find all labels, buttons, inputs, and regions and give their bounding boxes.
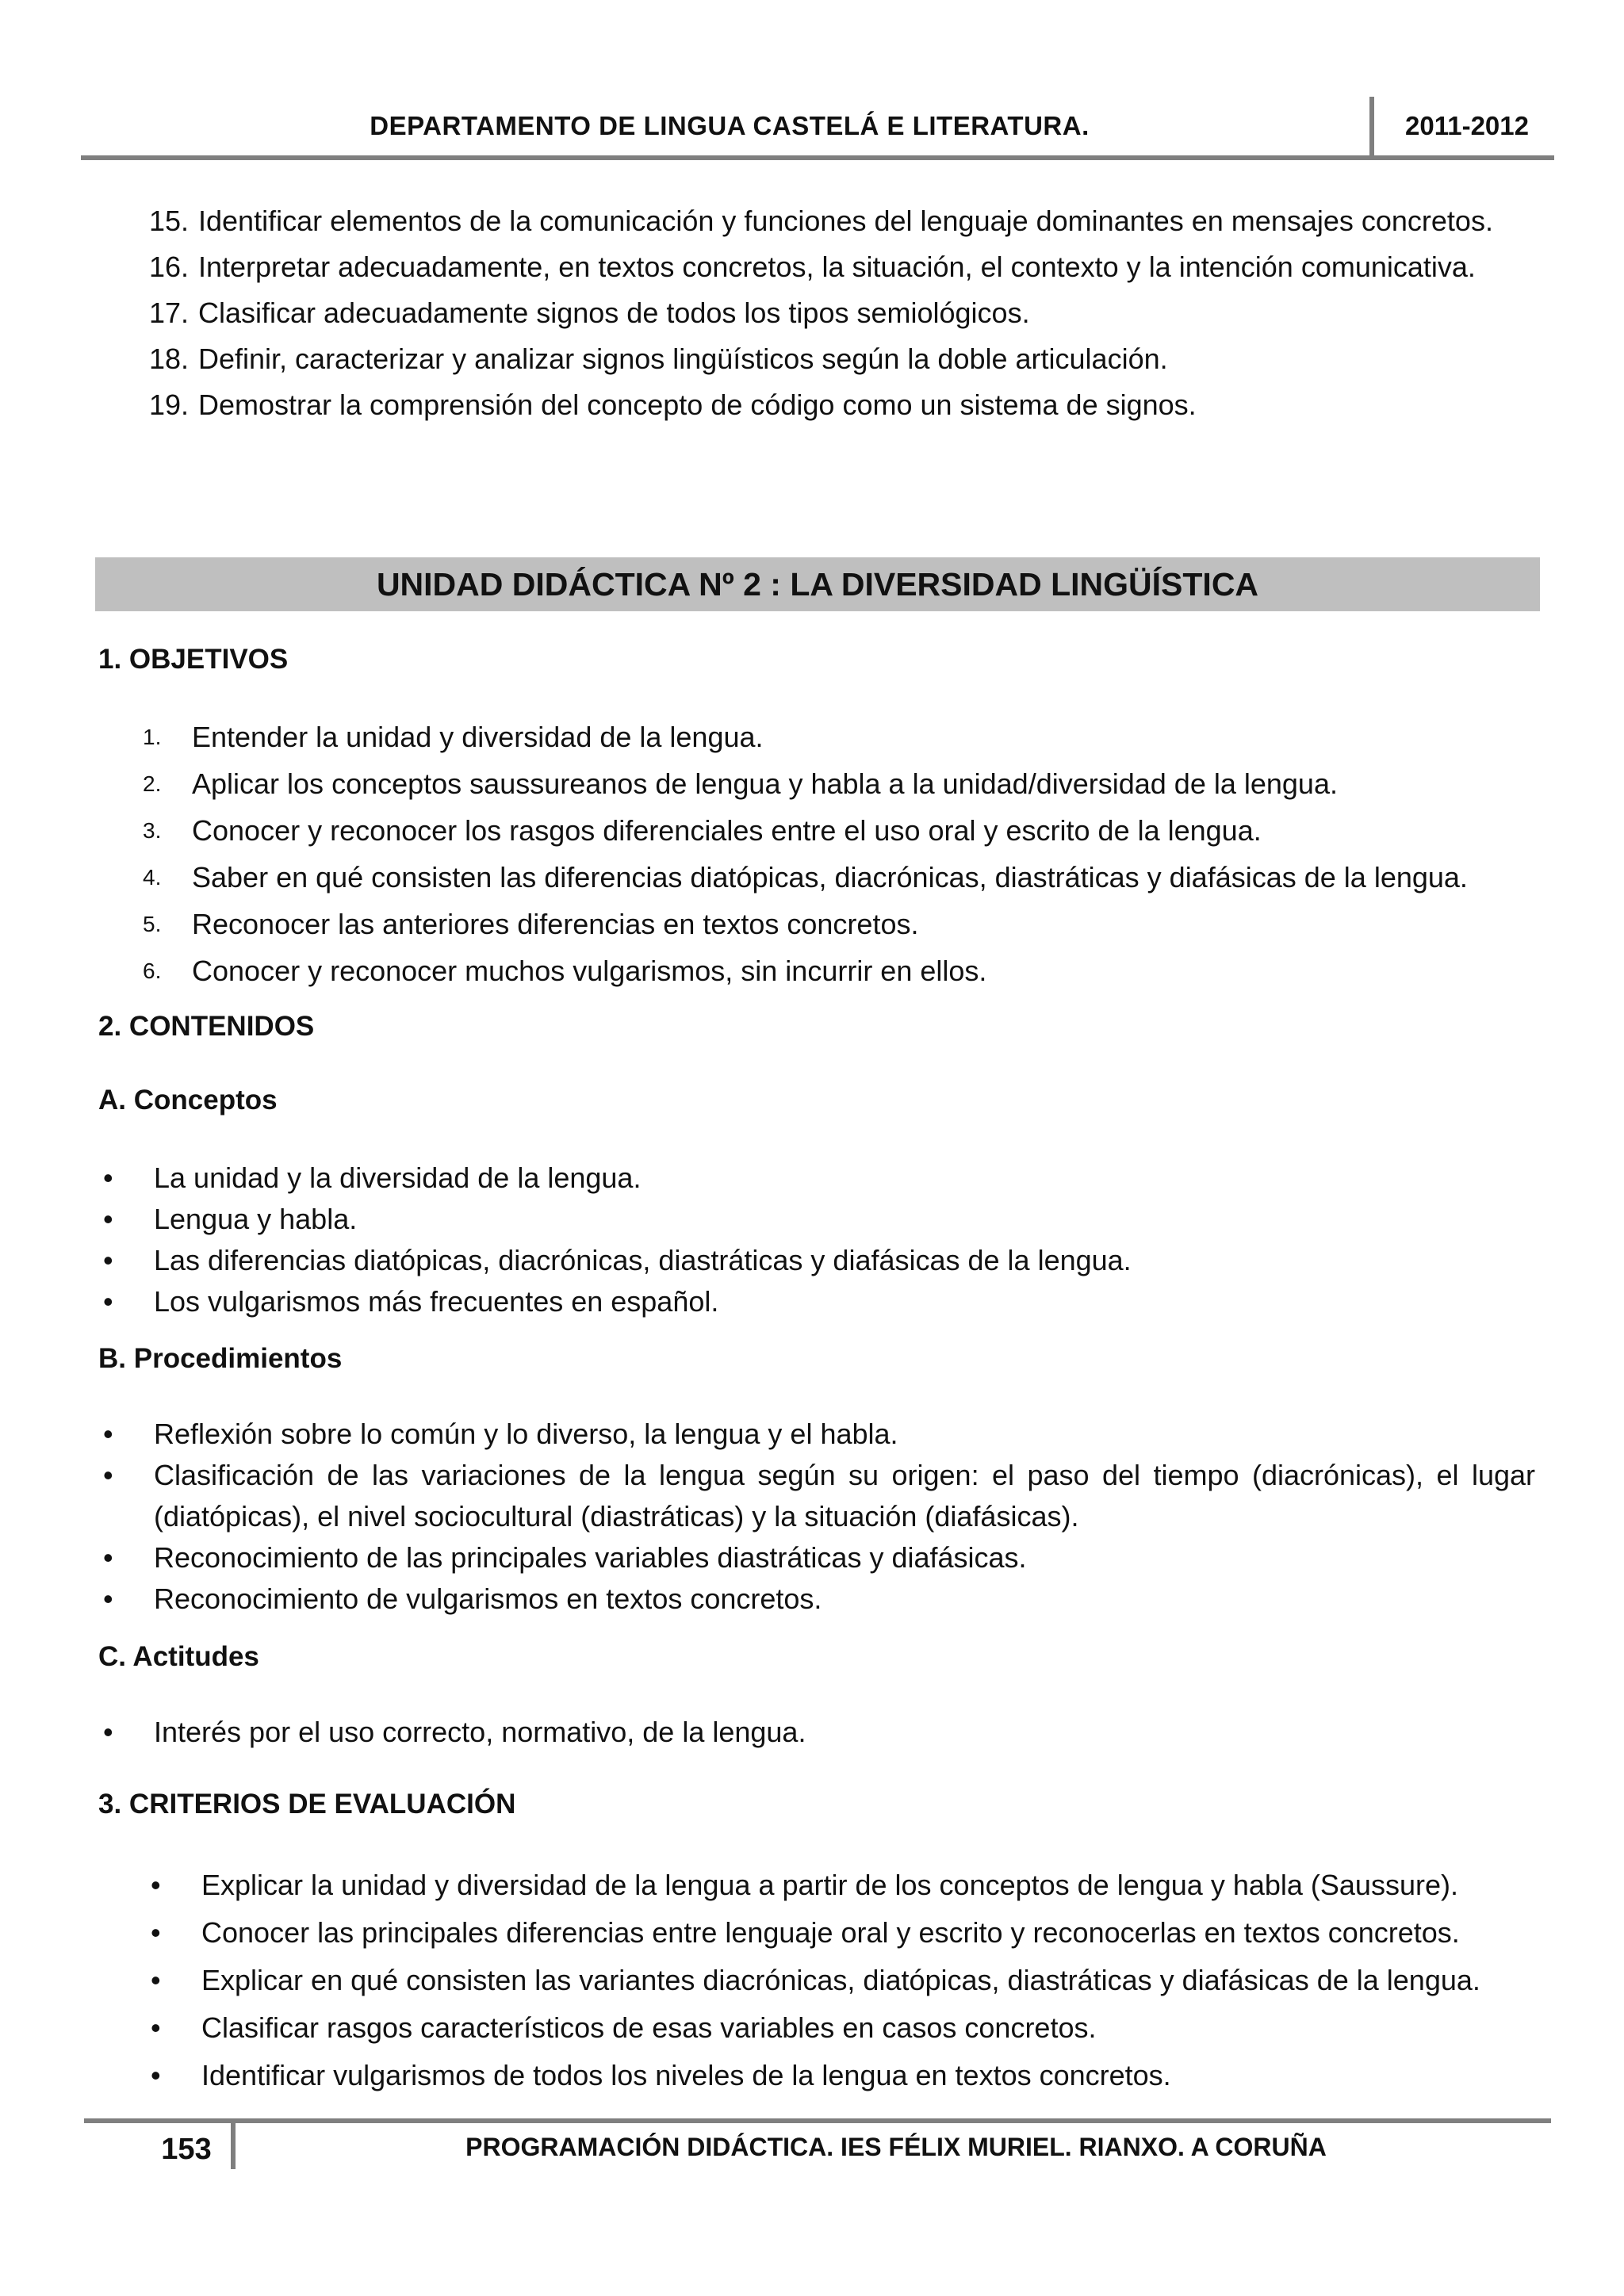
- header-year: 2011-2012: [1405, 111, 1529, 140]
- list-item-text: Entender la unidad y diversidad de la lengua.: [192, 721, 764, 753]
- list-item-text: Demostrar la comprensión del concepto de código como un sistema de signos.: [198, 388, 1197, 421]
- list-item-number: 15.: [149, 205, 190, 237]
- page-number: 153: [161, 2133, 212, 2166]
- bullet-icon: •: [103, 1285, 113, 1318]
- bullet-icon: •: [151, 1869, 161, 1901]
- bullet-icon: •: [103, 1161, 113, 1194]
- bullet-icon: •: [151, 1964, 161, 1996]
- header-divider: [1369, 97, 1374, 159]
- section-heading-contenidos: 2. CONTENIDOS: [98, 1011, 315, 1042]
- list-item-text: Interpretar adecuadamente, en textos concretos, la situación, el contexto y la intención comunicativa.: [198, 251, 1476, 283]
- bullet-icon: •: [103, 1716, 113, 1748]
- list-item: [149, 336, 1545, 382]
- list-item-number: 2.: [143, 771, 162, 796]
- list-item-text: Reflexión sobre lo común y lo diverso, la lengua y el habla.: [154, 1418, 898, 1450]
- subheading-procedimientos: B. Procedimientos: [98, 1343, 343, 1374]
- list-item-number: 6.: [143, 959, 162, 983]
- list-item-text: Las diferencias diatópicas, diacrónicas, diastráticas y diafásicas de la lengua.: [154, 1244, 1132, 1276]
- list-item-text: Explicar en qué consisten las variantes diacrónicas, diatópicas, diastráticas y diafásicas de la lengua.: [201, 1964, 1480, 1996]
- bullet-icon: •: [151, 2011, 161, 2044]
- list-item-text: Identificar elementos de la comunicación y funciones del lenguaje dominantes en mensajes concretos.: [198, 205, 1493, 237]
- unit-title-banner: UNIDAD DIDÁCTICA Nº 2 : LA DIVERSIDAD LINGÜÍSTICA: [95, 557, 1540, 611]
- list-item-number: 17.: [149, 297, 190, 329]
- list-item: [98, 1281, 1535, 1322]
- list-item-text: Clasificar rasgos característicos de esas variables en casos concretos.: [201, 2011, 1097, 2044]
- footer-divider: [231, 2122, 236, 2169]
- list-item: [146, 2004, 1557, 2052]
- header-rule: [81, 155, 1554, 160]
- list-item-text: Identificar vulgarismos de todos los niveles de la lengua en textos concretos.: [201, 2059, 1171, 2091]
- list-item: [146, 1862, 1557, 1909]
- footer-rule: [84, 2118, 1551, 2123]
- list-item-text: Definir, caracterizar y analizar signos lingüísticos según la doble articulación.: [198, 342, 1168, 375]
- list-item: [98, 1240, 1535, 1281]
- section-heading-objetivos: 1. OBJETIVOS: [98, 644, 289, 675]
- continued-objectives-list: [149, 198, 1545, 428]
- list-item: [143, 947, 1554, 994]
- list-item-text: Reconocimiento de vulgarismos en textos concretos.: [154, 1582, 822, 1615]
- list-item-text: Conocer las principales diferencias entre lenguaje oral y escrito y reconocerlas en textos concretos.: [201, 1916, 1460, 1949]
- list-item-text: Saber en qué consisten las diferencias diatópicas, diacrónicas, diastráticas y diafásicas de la lengua.: [192, 861, 1468, 894]
- list-item: [149, 290, 1545, 336]
- list-item: [98, 1414, 1535, 1455]
- list-item: [146, 1957, 1557, 2004]
- section-heading-criterios: 3. CRITERIOS DE EVALUACIÓN: [98, 1789, 516, 1820]
- list-item-text: Reconocimiento de las principales variables diastráticas y diafásicas.: [154, 1541, 1027, 1574]
- subheading-conceptos: A. Conceptos: [98, 1085, 278, 1115]
- list-item-text: Conocer y reconocer muchos vulgarismos, sin incurrir en ellos.: [192, 955, 987, 987]
- list-item-number: 4.: [143, 865, 162, 890]
- list-item: [146, 1909, 1557, 1957]
- bullet-icon: •: [103, 1582, 113, 1615]
- list-item: [98, 1455, 1535, 1537]
- list-item: [149, 382, 1545, 428]
- list-item-number: 1.: [143, 725, 162, 749]
- list-item-text: Clasificación de las variaciones de la lengua según su origen: el paso del tiempo (diacrónicas), el lugar (diatópicas), el nivel sociocultural (diastráticas) y la situación (diafásicas).: [154, 1459, 1535, 1533]
- list-item: [98, 1537, 1535, 1578]
- bullet-icon: •: [151, 1916, 161, 1949]
- list-item-number: 3.: [143, 818, 162, 843]
- conceptos-list: [98, 1158, 1535, 1322]
- list-item-text: Reconocer las anteriores diferencias en textos concretos.: [192, 908, 919, 940]
- list-item-number: 19.: [149, 388, 190, 421]
- bullet-icon: •: [151, 2059, 161, 2091]
- bullet-icon: •: [103, 1203, 113, 1235]
- list-item-number: 5.: [143, 912, 162, 936]
- bullet-icon: •: [103, 1459, 113, 1491]
- list-item: [146, 2052, 1557, 2099]
- list-item: [98, 1712, 1535, 1753]
- footer-text: PROGRAMACIÓN DIDÁCTICA. IES FÉLIX MURIEL. RIANXO. A CORUÑA: [465, 2133, 1327, 2161]
- list-item-number: 16.: [149, 251, 190, 283]
- bullet-icon: •: [103, 1541, 113, 1574]
- header-department: DEPARTAMENTO DE LINGUA CASTELÁ E LITERATURA.: [370, 111, 1090, 140]
- list-item: [149, 198, 1545, 244]
- list-item-number: 18.: [149, 342, 190, 375]
- list-item-text: Clasificar adecuadamente signos de todos los tipos semiológicos.: [198, 297, 1030, 329]
- bullet-icon: •: [103, 1244, 113, 1276]
- criterios-list: [146, 1862, 1557, 2099]
- list-item-text: Explicar la unidad y diversidad de la lengua a partir de los conceptos de lengua y habla (Saussure).: [201, 1869, 1458, 1901]
- list-item: [143, 714, 1554, 760]
- list-item-text: Aplicar los conceptos saussureanos de lengua y habla a la unidad/diversidad de la lengua.: [192, 767, 1338, 800]
- list-item: [143, 760, 1554, 807]
- actitudes-list: [98, 1712, 1535, 1753]
- list-item-text: Lengua y habla.: [154, 1203, 358, 1235]
- list-item: [98, 1578, 1535, 1620]
- list-item: [149, 244, 1545, 290]
- list-item-text: Interés por el uso correcto, normativo, de la lengua.: [154, 1716, 806, 1748]
- list-item-text: Los vulgarismos más frecuentes en español.: [154, 1285, 719, 1318]
- list-item: [143, 901, 1554, 947]
- list-item-text: Conocer y reconocer los rasgos diferenciales entre el uso oral y escrito de la lengua.: [192, 814, 1262, 847]
- subheading-actitudes: C. Actitudes: [98, 1641, 259, 1672]
- list-item: [143, 807, 1554, 854]
- list-item: [98, 1158, 1535, 1199]
- objetivos-list: [143, 714, 1554, 994]
- list-item: [98, 1199, 1535, 1240]
- list-item: [143, 854, 1554, 901]
- list-item-text: La unidad y la diversidad de la lengua.: [154, 1161, 642, 1194]
- procedimientos-list: [98, 1414, 1535, 1620]
- bullet-icon: •: [103, 1418, 113, 1450]
